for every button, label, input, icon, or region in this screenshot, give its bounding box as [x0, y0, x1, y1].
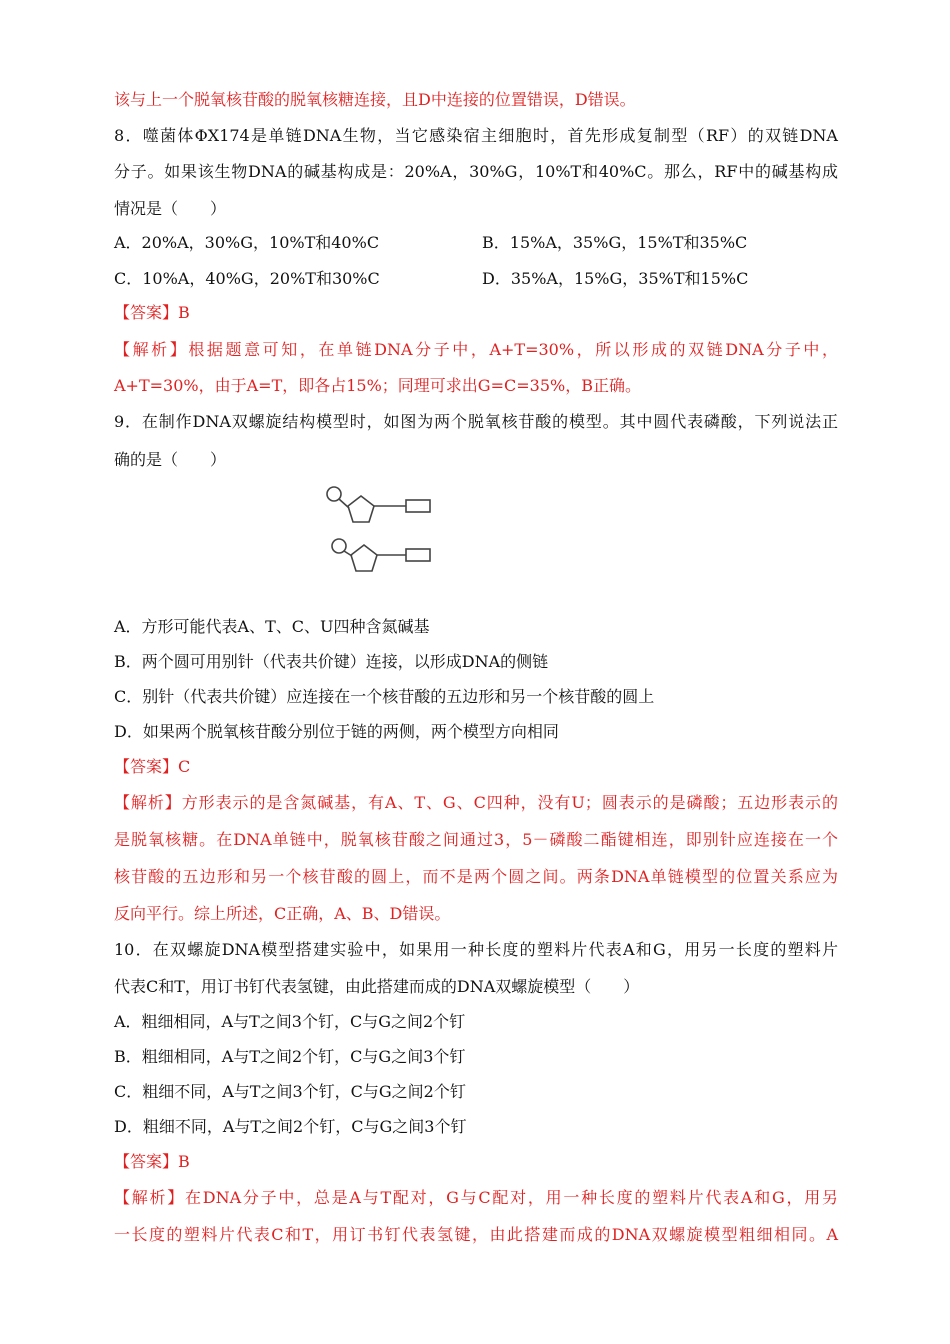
nucleotide-model-bottom: [332, 539, 430, 571]
phosphate-circle-icon: [327, 487, 341, 501]
q8-stem-line-3: 情况是（ ）: [114, 199, 227, 218]
q10-option-c: C．粗细不同，A与T之间3个钉，C与G之间2个钉: [114, 1082, 466, 1101]
q10-analysis-line-2: 一长度的塑料片代表C和T，用订书钉代表氢键，由此搭建而成的DNA双螺旋模型粗细相同。A: [114, 1225, 838, 1244]
q10-option-b: B．粗细相同，A与T之间2个钉，C与G之间3个钉: [114, 1047, 466, 1066]
q10-stem-line-2: 代表C和T，用订书钉代表氢键，由此搭建而成的DNA双螺旋模型（ ）: [114, 977, 640, 996]
q9-option-a: A．方形可能代表A、T、C、U四种含氮碱基: [114, 617, 430, 636]
q10-answer: 【答案】B: [114, 1152, 190, 1171]
q9-analysis-line-1: 【解析】方形表示的是含氮碱基，有A、T、G、C四种，没有U；圆表示的是磷酸；五边形表示的: [114, 793, 838, 812]
q9-option-d: D．如果两个脱氧核苷酸分别位于链的两侧，两个模型方向相同: [114, 722, 559, 741]
q8-option-a: A．20%A，30%G，10%T和40%C: [114, 233, 380, 252]
q8-stem-line-1: 8．噬菌体ΦX174是单链DNA生物，当它感染宿主细胞时，首先形成复制型（RF）的双链DNA: [114, 126, 838, 145]
q8-option-d: D．35%A，15%G，35%T和15%C: [482, 269, 749, 288]
q9-stem-line-1: 9．在制作DNA双螺旋结构模型时，如图为两个脱氧核苷酸的模型。其中圆代表磷酸，下列说法正: [114, 412, 838, 431]
q9-analysis-line-2: 是脱氧核糖。在DNA单链中，脱氧核苷酸之间通过3，5－磷酸二酯键相连，即别针应连接在一个: [114, 830, 838, 849]
q10-option-d: D．粗细不同，A与T之间2个钉，C与G之间3个钉: [114, 1117, 467, 1136]
base-rectangle-icon: [406, 549, 430, 561]
q10-stem-line-1: 10．在双螺旋DNA模型搭建实验中，如果用一种长度的塑料片代表A和G，用另一长度的塑料片: [114, 940, 838, 959]
q8-option-b: B．15%A，35%G，15%T和35%C: [482, 233, 748, 252]
q8-option-c: C．10%A，40%G，20%T和30%C: [114, 269, 380, 288]
q9-option-c: C．别针（代表共价键）应连接在一个核苷酸的五边形和另一个核苷酸的圆上: [114, 687, 655, 706]
deoxyribose-pentagon-icon: [351, 545, 377, 571]
nucleotide-model-top: [327, 487, 430, 522]
q9-option-b: B．两个圆可用别针（代表共价键）连接，以形成DNA的侧链: [114, 652, 549, 671]
q10-option-a: A．粗细相同，A与T之间3个钉，C与G之间2个钉: [114, 1012, 466, 1031]
q8-analysis-line-1: 【解析】根据题意可知，在单链DNA分子中，A+T=30%，所以形成的双链DNA分子中，: [114, 340, 838, 359]
phosphate-circle-icon: [332, 539, 346, 553]
q9-stem-line-2: 确的是（ ）: [114, 450, 227, 469]
deoxyribose-pentagon-icon: [348, 496, 374, 522]
nucleotide-model-figure: [322, 482, 434, 582]
q10-analysis-line-1: 【解析】在DNA分子中，总是A与T配对，G与C配对，用一种长度的塑料片代表A和G，用另: [114, 1188, 838, 1207]
q8-answer: 【答案】B: [114, 303, 190, 322]
q8-analysis-line-2: A+T=30%，由于A=T，即各占15%；同理可求出G=C=35%，B正确。: [114, 376, 641, 395]
q9-answer: 【答案】C: [114, 757, 191, 776]
q9-analysis-line-3: 核苷酸的五边形和另一个核苷酸的圆上，而不是两个圆之间。两条DNA单链模型的位置关系应为: [114, 867, 838, 886]
q9-analysis-line-4: 反向平行。综上所述，C正确，A、B、D错误。: [114, 904, 451, 923]
previous-analysis-tail: 该与上一个脱氧核苷酸的脱氧核糖连接，且D中连接的位置错误，D错误。: [114, 90, 636, 109]
base-rectangle-icon: [406, 500, 430, 512]
q8-stem-line-2: 分子。如果该生物DNA的碱基构成是：20%A，30%G，10%T和40%C。那么，RF中的碱基构成: [114, 162, 838, 181]
